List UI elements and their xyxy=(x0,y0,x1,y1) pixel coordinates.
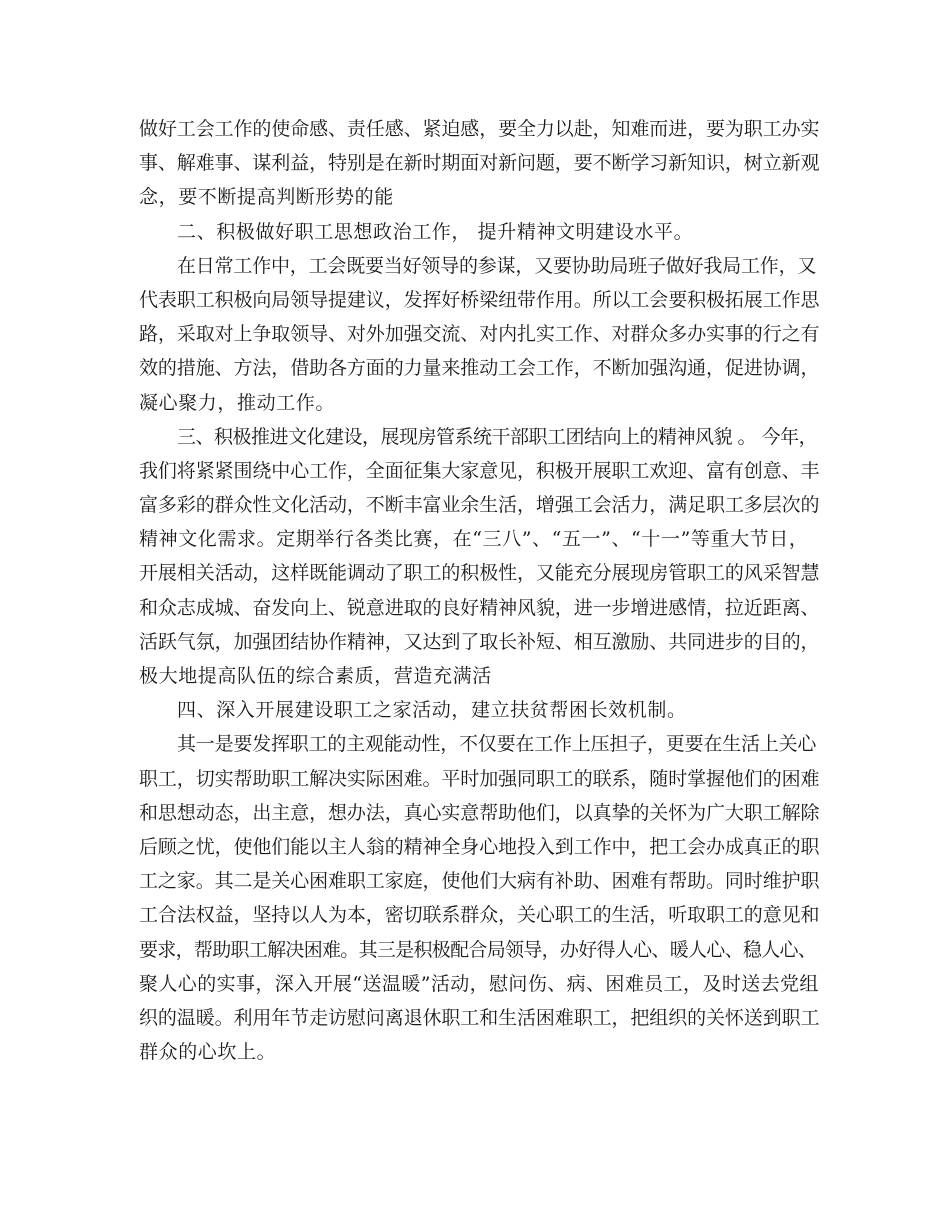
text-line: 路，采取对上争取领导、对外加强交流、对内扎实工作、对群众多办实事的行之有 xyxy=(139,323,820,346)
text-line: 富多彩的群众性文化活动，不断丰富业余生活，增强工会活力，满足职工多层次的 xyxy=(139,494,820,517)
text-line: 开展相关活动，这样既能调动了职工的积极性，又能充分展现房管职工的风采智慧 xyxy=(139,562,820,585)
text-line: 念，要不断提高判断形势的能 xyxy=(139,186,394,209)
text-line: 其一是要发挥职工的主观能动性，不仅要在工作上压担子，更要在生活上关心 xyxy=(177,733,817,756)
text-line: 四、深入开展建设职工之家活动，建立扶贫帮困长效机制。 xyxy=(177,699,687,722)
text-line: 和众志成城、奋发向上、锐意进取的良好精神风貌，进一步增进感情，拉近距离、 xyxy=(139,596,820,619)
text-line: 二、积极做好职工思想政治工作， 提升精神文明建设水平。 xyxy=(177,220,694,243)
text-line: 极大地提高队伍的综合素质，营造充满活 xyxy=(139,665,492,687)
text-line: 凝心聚力，推动工作。 xyxy=(139,391,336,414)
text-line: 做好工会工作的使命感、责任感、紧迫感，要全力以赴，知难而进，要为职工办实 xyxy=(139,118,820,140)
document-body xyxy=(139,112,819,1069)
text-line: 事、解难事、谋利益，特别是在新时期面对新问题，要不断学习新知识，树立新观 xyxy=(139,152,820,175)
text-line: 活跃气氛，加强团结协作精神，又达到了取长补短、相互激励、共同进步的目的， xyxy=(139,630,820,653)
text-line: 和思想动态，出主意，想办法，真心实意帮助他们，以真挚的关怀为广大职工解除 xyxy=(139,801,820,824)
text-line: 在日常工作中，工会既要当好领导的参谋，又要协助局班子做好我局工作，又 xyxy=(177,254,817,277)
text-line: 效的措施、方法，借助各方面的力量来推动工会工作，不断加强沟通，促进协调， xyxy=(139,357,820,380)
text-line: 聚人心的实事，深入开展“送温暖”活动，慰问伤、病、困难员工，及时送去党组 xyxy=(139,972,819,995)
text-line: 职工，切实帮助职工解决实际困难。平时加强同职工的联系，随时掌握他们的困难 xyxy=(139,767,820,790)
text-line: 后顾之忧，使他们能以主人翁的精神全身心地投入到工作中，把工会办成真正的职 xyxy=(139,835,820,858)
text-line: 织的温暖。利用年节走访慰问离退休职工和生活困难职工，把组织的关怀送到职工 xyxy=(139,1006,820,1029)
text-line: 三、积极推进文化建设，展现房管系统干部职工团结向上的精神风貌 。 今年， xyxy=(177,425,818,448)
text-line: 工之家。其二是关心困难职工家庭，使他们大病有补助、困难有帮助。同时维护职 xyxy=(139,870,820,893)
text-line: 要求，帮助职工解决困难。其三是积极配合局领导，办好得人心、暖人心、稳人心、 xyxy=(139,938,817,961)
text-line: 我们将紧紧围绕中心工作，全面征集大家意见，积极开展职工欢迎、富有创意、丰 xyxy=(139,459,820,482)
text-line: 工合法权益，坚持以人为本，密切联系群众，关心职工的生活，听取职工的意见和 xyxy=(139,904,820,927)
text-line: 群众的心坎上。 xyxy=(139,1041,277,1064)
text-line: 代表职工积极向局领导提建议，发挥好桥梁纽带作用。所以工会要积极拓展工作思 xyxy=(139,288,820,311)
text-line: 精神文化需求。定期举行各类比赛，在“三八”、“五一”、“十一”等重大节日， xyxy=(139,528,809,551)
